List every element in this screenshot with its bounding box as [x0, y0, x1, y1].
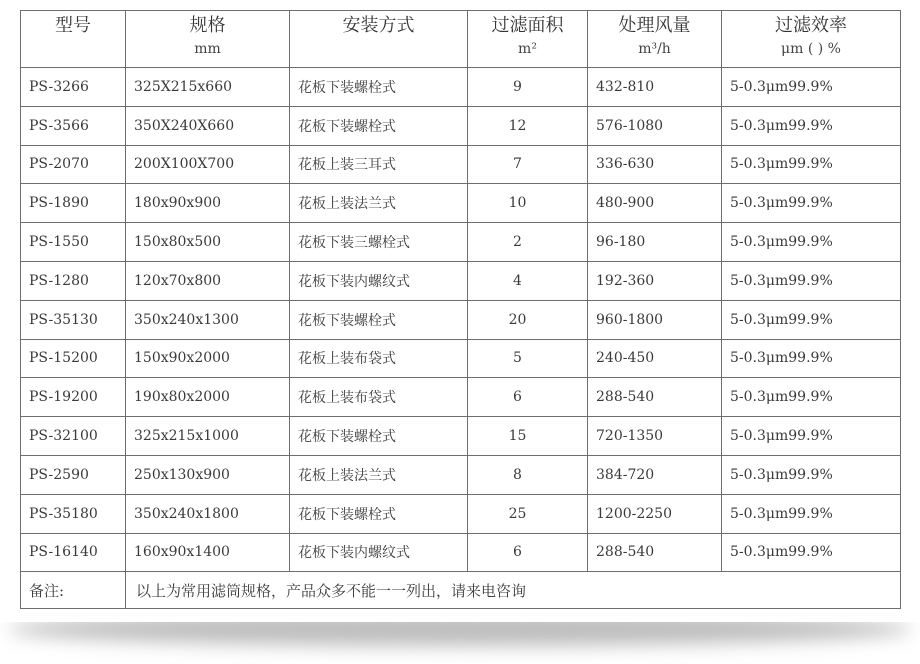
cell-efficiency: 5-0.3μm99.9% [722, 223, 901, 262]
cell-airflow: 720-1350 [588, 417, 722, 456]
cell-model: PS-35130 [21, 300, 126, 339]
cell-airflow: 192-360 [588, 261, 722, 300]
cell-spec: 160x90x1400 [126, 533, 290, 572]
table-header-row [21, 11, 901, 68]
table-row [21, 533, 901, 572]
cell-model: PS-2070 [21, 145, 126, 184]
table-row [21, 261, 901, 300]
cell-area: 10 [468, 184, 588, 223]
table-row [21, 417, 901, 456]
cell-efficiency: 5-0.3μm99.9% [722, 339, 901, 378]
header-airflow: 处理风量 m³/h [588, 11, 722, 68]
table-row [21, 378, 901, 417]
cell-efficiency: 5-0.3μm99.9% [722, 455, 901, 494]
cell-area: 8 [468, 455, 588, 494]
cell-model: PS-1890 [21, 184, 126, 223]
cell-mount: 花板上装法兰式 [290, 455, 468, 494]
cell-airflow: 576-1080 [588, 106, 722, 145]
cell-mount: 花板下装螺栓式 [290, 68, 468, 107]
cell-spec: 150x90x2000 [126, 339, 290, 378]
cell-mount: 花板下装螺栓式 [290, 417, 468, 456]
header-efficiency: 过滤效率 μm ( ) % [722, 11, 901, 68]
filter-spec-table [20, 10, 901, 609]
table-row [21, 339, 901, 378]
cell-area: 9 [468, 68, 588, 107]
cell-airflow: 288-540 [588, 533, 722, 572]
cell-mount: 花板上装三耳式 [290, 145, 468, 184]
cell-model: PS-2590 [21, 455, 126, 494]
cell-efficiency: 5-0.3μm99.9% [722, 145, 901, 184]
cell-efficiency: 5-0.3μm99.9% [722, 184, 901, 223]
cell-spec: 350X240X660 [126, 106, 290, 145]
note-row [21, 572, 901, 609]
table-row [21, 223, 901, 262]
cell-spec: 200X100X700 [126, 145, 290, 184]
cell-spec: 150x80x500 [126, 223, 290, 262]
cell-efficiency: 5-0.3μm99.9% [722, 533, 901, 572]
cell-model: PS-3266 [21, 68, 126, 107]
cell-spec: 190x80x2000 [126, 378, 290, 417]
cell-model: PS-35180 [21, 494, 126, 533]
cell-model: PS-3566 [21, 106, 126, 145]
cell-mount: 花板上装法兰式 [290, 184, 468, 223]
cell-model: PS-16140 [21, 533, 126, 572]
cell-mount: 花板下装螺栓式 [290, 300, 468, 339]
cell-spec: 325X215x660 [126, 68, 290, 107]
cell-area: 15 [468, 417, 588, 456]
cell-mount: 花板下装螺栓式 [290, 494, 468, 533]
cell-area: 5 [468, 339, 588, 378]
cell-efficiency: 5-0.3μm99.9% [722, 261, 901, 300]
cell-area: 6 [468, 378, 588, 417]
cell-airflow: 240-450 [588, 339, 722, 378]
cell-mount: 花板下装螺栓式 [290, 106, 468, 145]
cell-area: 6 [468, 533, 588, 572]
header-mount: 安装方式 [290, 11, 468, 68]
table-row [21, 106, 901, 145]
cell-airflow: 432-810 [588, 68, 722, 107]
cell-airflow: 1200-2250 [588, 494, 722, 533]
table-row [21, 145, 901, 184]
cell-efficiency: 5-0.3μm99.9% [722, 300, 901, 339]
cell-model: PS-32100 [21, 417, 126, 456]
cell-spec: 250x130x900 [126, 455, 290, 494]
note-text: 以上为常用滤筒规格，产品众多不能一一列出，请来电咨询 [126, 572, 901, 609]
table-row [21, 455, 901, 494]
header-area: 过滤面积 m² [468, 11, 588, 68]
cell-mount: 花板下装内螺纹式 [290, 533, 468, 572]
header-spec: 规格 mm [126, 11, 290, 68]
cell-spec: 120x70x800 [126, 261, 290, 300]
cell-spec: 350x240x1300 [126, 300, 290, 339]
cell-mount: 花板上装布袋式 [290, 339, 468, 378]
cell-efficiency: 5-0.3μm99.9% [722, 378, 901, 417]
cell-airflow: 384-720 [588, 455, 722, 494]
cell-area: 7 [468, 145, 588, 184]
cell-model: PS-19200 [21, 378, 126, 417]
cell-spec: 180x90x900 [126, 184, 290, 223]
cell-airflow: 960-1800 [588, 300, 722, 339]
cell-airflow: 96-180 [588, 223, 722, 262]
table-row [21, 68, 901, 107]
cell-mount: 花板下装内螺纹式 [290, 261, 468, 300]
cell-area: 20 [468, 300, 588, 339]
cell-airflow: 288-540 [588, 378, 722, 417]
cell-efficiency: 5-0.3μm99.9% [722, 106, 901, 145]
table-row [21, 300, 901, 339]
table-row [21, 494, 901, 533]
cell-efficiency: 5-0.3μm99.9% [722, 417, 901, 456]
cell-model: PS-15200 [21, 339, 126, 378]
cell-spec: 325x215x1000 [126, 417, 290, 456]
cell-airflow: 336-630 [588, 145, 722, 184]
cell-area: 4 [468, 261, 588, 300]
cell-area: 2 [468, 223, 588, 262]
cell-spec: 350x240x1800 [126, 494, 290, 533]
cell-area: 25 [468, 494, 588, 533]
note-label: 备注: [21, 572, 126, 609]
cell-mount: 花板上装布袋式 [290, 378, 468, 417]
cell-mount: 花板下装三螺栓式 [290, 223, 468, 262]
cell-efficiency: 5-0.3μm99.9% [722, 494, 901, 533]
cell-airflow: 480-900 [588, 184, 722, 223]
header-model: 型号 [21, 11, 126, 68]
cell-model: PS-1280 [21, 261, 126, 300]
cell-area: 12 [468, 106, 588, 145]
cell-efficiency: 5-0.3μm99.9% [722, 68, 901, 107]
cell-model: PS-1550 [21, 223, 126, 262]
table-row [21, 184, 901, 223]
